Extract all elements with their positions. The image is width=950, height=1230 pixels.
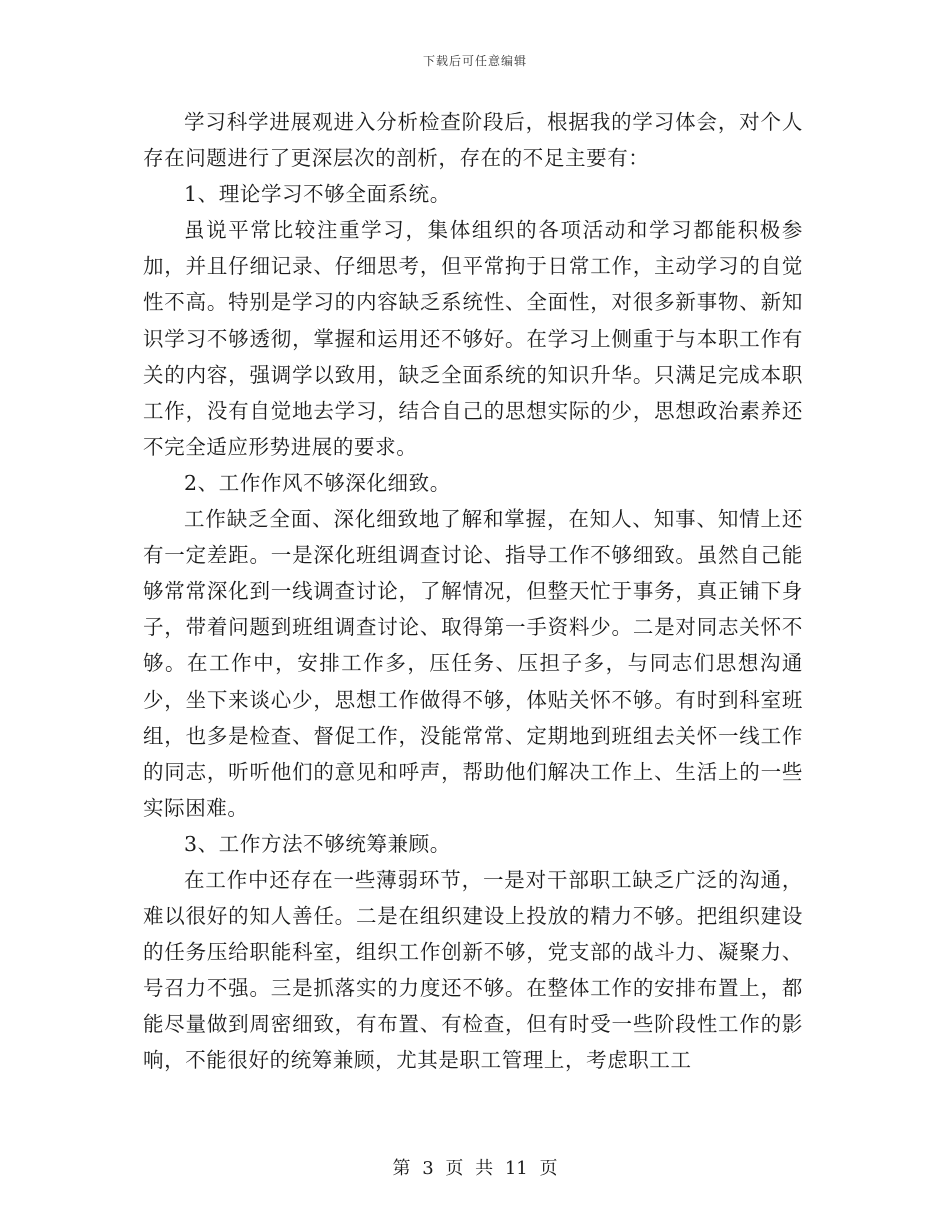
section-3-paragraph: 在工作中还存在一些薄弱环节，一是对干部职工缺乏广泛的沟通，难以很好的知人善任。二是在组织建设上投放的精力不够。把组织建设的任务压给职能科室，组织工作创新不够，党支部的战斗力、凝聚力、号召力不强。三是抓落实的力度还不够。在整体工作的安排布置上，都能尽量做到周密细致，有布置、有检查，但有时受一些阶段性工作的影响，不能很好的统筹兼顾，尤其是职工管理上，考虑职工工 <box>143 867 803 1073</box>
section-heading-2: 2、工作作风不够深化细致。 <box>184 470 451 495</box>
section-2-paragraph: 工作缺乏全面、深化细致地了解和掌握，在知人、知事、知情上还有一定差距。一是深化班组调查讨论、指导工作不够细致。虽然自己能够常常深化到一线调查讨论，了解情况，但整天忙于事务，真正铺下身子，带着问题到班组调查讨论、取得第一手资料少。二是对同志关怀不够。在工作中，安排工作多，压任务、压担子多，与同志们思想沟通少，坐下来谈心少，思想工作做得不够，体贴关怀不够。有时到科室班组，也多是检查、督促工作，没能常常、定期地到班组去关怀一线工作的同志，听听他们的意见和呼声，帮助他们解决工作上、生活上的一些实际困难。 <box>143 507 803 820</box>
page-header: 下载后可任意编辑 <box>422 54 527 68</box>
section-1-paragraph: 虽说平常比较注重学习，集体组织的各项活动和学习都能积极参加，并且仔细记录、仔细思考，但平常拘于日常工作，主动学习的自觉性不高。特别是学习的内容缺乏系统性、全面性，对很多新事物、新知识学习不够透彻，掌握和运用还不够好。在学习上侧重于与本职工作有关的内容，强调学以致用，缺乏全面系统的知识升华。只满足完成本职工作，没有自觉地去学习，结合自己的思想实际的少，思想政治素养还不完全适应形势进展的要求。 <box>143 218 803 459</box>
page-number-footer: 第 3 页 共 11 页 <box>392 1158 558 1179</box>
section-heading-1: 1、理论学习不够全面系统。 <box>184 182 451 207</box>
intro-paragraph: 学习科学进展观进入分析检查阶段后，根据我的学习体会，对个人存在问题进行了更深层次的剖析，存在的不足主要有： <box>143 110 803 171</box>
section-heading-3: 3、工作方法不够统筹兼顾。 <box>184 831 451 856</box>
document-body <box>143 104 803 1079</box>
